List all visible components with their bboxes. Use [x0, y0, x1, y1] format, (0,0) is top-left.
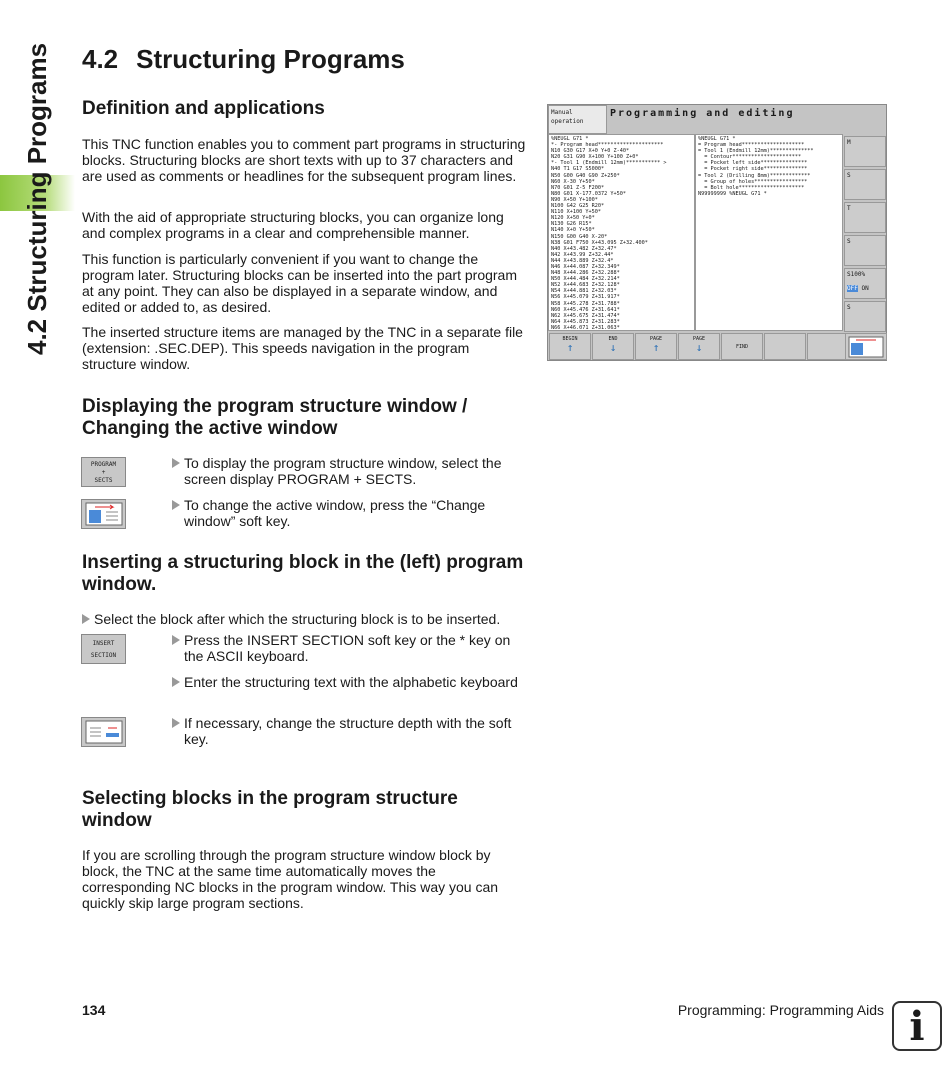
change-window-softkey[interactable]: [81, 499, 126, 529]
softkey-page-up: PAGE ↑: [635, 333, 677, 360]
heading-displaying: Displaying the program structure window / Changing the active window: [82, 396, 468, 439]
page-title: [82, 44, 423, 75]
paragraph: With the aid of appropriate structuring blocks, you can organize long and complex programs in a clear and comprehensible manner.: [82, 209, 504, 241]
tnc-screenshot: [547, 104, 887, 361]
side-softkey-s100: S100% OFF ON: [844, 268, 886, 299]
softkey-program-sects[interactable]: PROGRAM + SECTS: [81, 457, 126, 487]
softkey-find: FIND: [721, 333, 763, 360]
softkey-page-down: PAGE ↓: [678, 333, 720, 360]
softkey-empty: [807, 333, 849, 360]
footer-title: Programming: Programming Aids: [677, 1002, 884, 1018]
softkey-end: END ↓: [592, 333, 634, 360]
info-icon: i: [892, 1001, 942, 1051]
heading-inserting: Inserting a structuring block in the (left) program window.: [82, 552, 524, 595]
structure-depth-softkey[interactable]: [81, 717, 126, 747]
side-softkey-s-plus: S: [844, 235, 886, 266]
step: Enter the structuring text with the alphabetic keyboard: [172, 674, 527, 690]
softkey-change-window: [845, 333, 887, 360]
paragraph: This TNC function enables you to comment part programs in structuring blocks. Structuring blocks are short texts with up to 37 characters and are used as comments or headlines for the subsequent program lines.: [82, 136, 526, 184]
change-window-icon: [85, 502, 123, 526]
section-title: Structuring Programs: [136, 44, 405, 74]
section-number: 4.2: [82, 44, 119, 74]
step: If necessary, change the structure depth with the soft key.: [172, 715, 527, 747]
structure-window: %NEUGL G71 * = Program head******************** = Tool 1 (Endmill 12mm)************** = Contour********************** = Pocket left side*************** = Pocket right side************** = Tool 2 (Drilling 8mm)************* = Group of holes***************** = Bolt hole********************* N99999999 %NEUGL G71 *: [695, 134, 843, 331]
structure-depth-icon: [85, 720, 123, 744]
heading-selecting: Selecting blocks in the program structure window: [82, 788, 458, 831]
side-softkey-t: T: [844, 202, 886, 233]
paragraph: This function is particularly convenient if you want to change the program later. Structuring blocks can be inserted into the part program at any point. They can also be displayed in a separate window, and edited or added to, as desired.: [82, 251, 517, 315]
paragraph: The inserted structure items are managed by the TNC in a separate file (extension: .SEC.DEP). This speeds navigation in the program structure window.: [82, 324, 523, 372]
screen-title: Programming and editing: [610, 108, 795, 119]
side-softkey-s-minus: S: [844, 301, 886, 332]
chapter-side-title: 4.2 Structuring Programs: [22, 42, 52, 355]
step: To change the active window, press the “Change window” soft key.: [172, 497, 527, 529]
step: Select the block after which the structuring block is to be inserted.: [82, 611, 527, 627]
page-number: 134: [82, 1002, 106, 1018]
softkey-empty: [764, 333, 806, 360]
side-softkey-m: M: [844, 136, 886, 167]
paragraph: If you are scrolling through the program structure window block by block, the TNC at the same time automatically moves the corresponding NC blocks in the program window. This way you can quickly skip large program sections.: [82, 847, 499, 911]
step: To display the program structure window, select the screen display PROGRAM + SECTS.: [172, 455, 527, 487]
softkey-begin: BEGIN ↑: [549, 333, 591, 360]
mode-label: Manual operation: [548, 105, 607, 134]
side-softkey-s: S: [844, 169, 886, 200]
softkey-insert-section[interactable]: INSERT SECTION: [81, 634, 126, 664]
program-window: %NEUGL G71 * *- Program head********************* N10 G30 G17 X+0 Y+0 Z-40* N20 G31 G90 X+100 Y+100 Z+0* *- Tool 1 (Endmill 12mm)*********** > N40 T1 G17 S5000* N50 G00 G40 G90 Z+250* N60 X-30 Y+50* N70 G01 Z-5 F200* N80 G01 X-177.0372 Y+50* N90 X+50 Y+100* N100 G42 G25 R20* N110 X+100 Y+50* N120 X+50 Y+0* N130 G26 R15* N140 X+0 Y+50* N150 G00 G40 X-20* N38 G01 F750 X+43.095 Z+32.400* N40 X+43.482 Z+32.47* N42 X+43.99 Z+32.44* N44 X+43.889 Z+32.4* N46 X+44.087 Z+32.349* N48 X+44.286 Z+32.288* N50 X+44.484 Z+32.214* N52 X+44.683 Z+32.128* N54 X+44.881 Z+32.03* N56 X+45.079 Z+31.917* N58 X+45.278 Z+31.788* N60 X+45.476 Z+31.641* N62 X+45.675 Z+31.474* N64 X+45.873 Z+31.283* N66 X+46.071 Z+31.063*: [548, 134, 695, 331]
step: Press the INSERT SECTION soft key or the * key on the ASCII keyboard.: [172, 632, 527, 664]
heading-definition: Definition and applications: [82, 98, 325, 119]
